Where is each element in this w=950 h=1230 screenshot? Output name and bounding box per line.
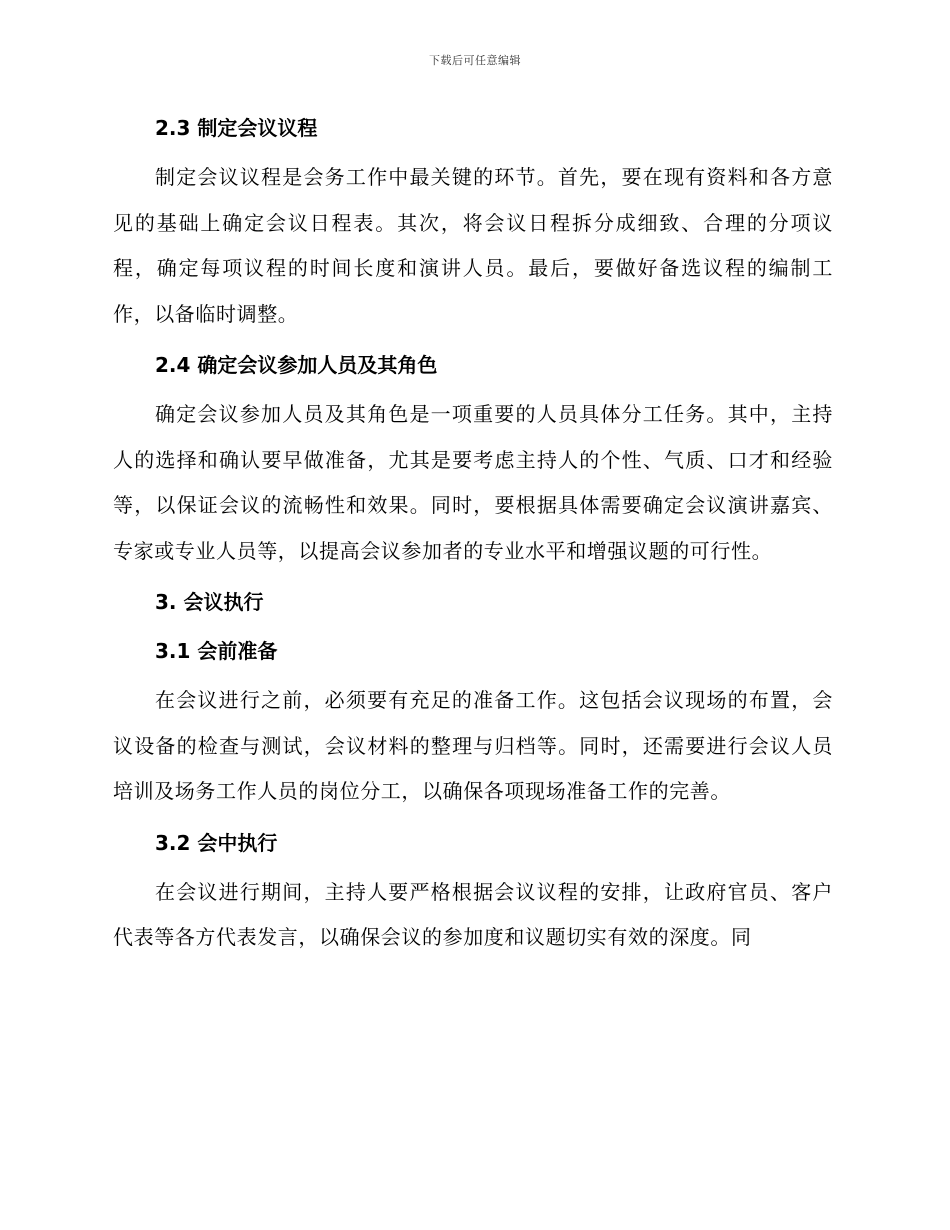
section-heading-3-2: 3.2 会中执行 [155, 830, 278, 855]
section-paragraph-3-1: 在会议进行之前，必须要有充足的准备工作。这包括会议现场的布置，会议设备的检查与测试，会议材料的整理与归档等。同时，还需要进行会议人员培训及场务工作人员的岗位分工，以确保各项现场准备工作的完善。 [113, 688, 833, 803]
section-paragraph-2-4: 确定会议参加人员及其角色是一项重要的人员具体分工任务。其中，主持人的选择和确认要早做准备，尤其是要考虑主持人的个性、气质、口才和经验等，以保证会议的流畅性和效果。同时，要根据具体需要确定会议演讲嘉宾、专家或专业人员等，以提高会议参加者的专业水平和增强议题的可行性。 [113, 402, 833, 563]
section-paragraph-3-2: 在会议进行期间，主持人要严格根据会议议程的安排，让政府官员、客户代表等各方代表发言，以确保会议的参加度和议题切实有效的深度。同 [113, 879, 833, 949]
section-heading-3-1: 3.1 会前准备 [155, 639, 278, 663]
section-paragraph-2-3: 制定会议议程是会务工作中最关键的环节。首先，要在现有资料和各方意见的基础上确定会议日程表。其次，将会议日程拆分成细致、合理的分项议程，确定每项议程的时间长度和演讲人员。最后，要做好备选议程的编制工作，以备临时调整。 [113, 165, 833, 326]
section-heading-3: 3. 会议执行 [155, 590, 264, 614]
section-heading-2-4: 2.4 确定会议参加人员及其角色 [155, 353, 438, 377]
section-heading-2-3: 2.3 制定会议议程 [155, 116, 318, 140]
document-body [113, 106, 833, 961]
page-header: 下载后可任意编辑 [429, 54, 521, 67]
